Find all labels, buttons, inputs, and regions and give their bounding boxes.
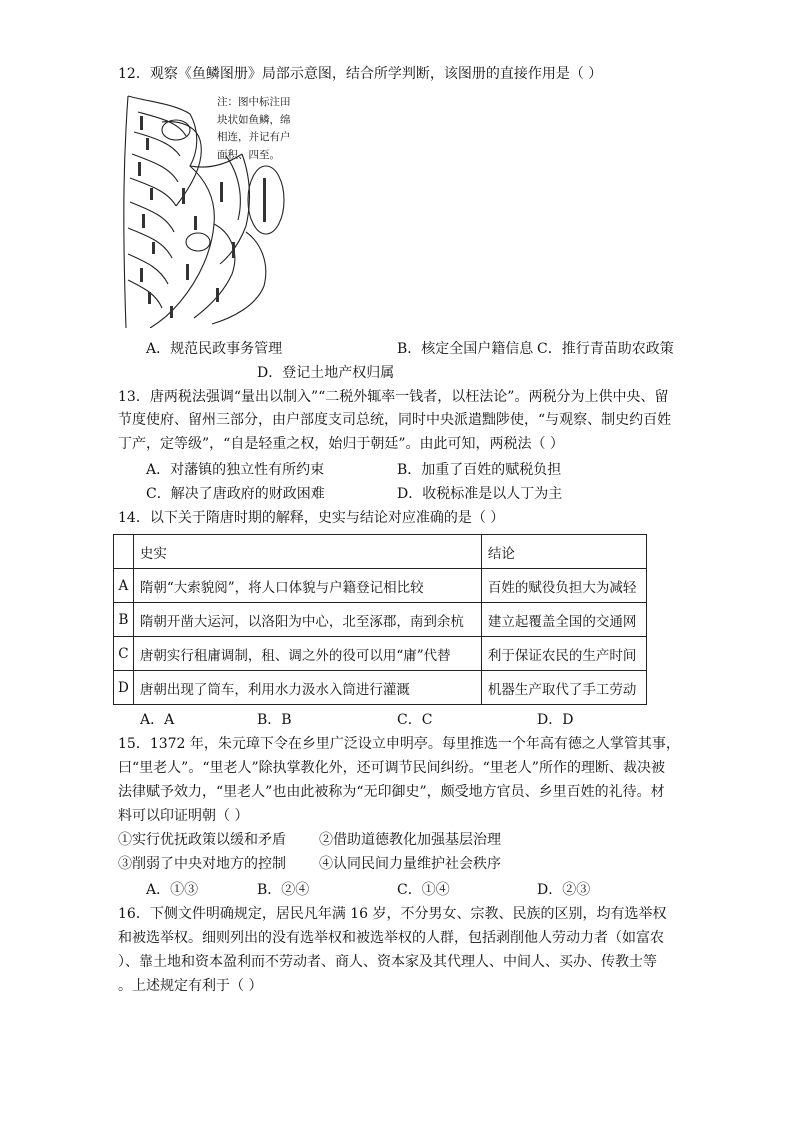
table-cell: 百姓的赋役负担大为减轻 <box>481 569 646 603</box>
q15-statement-1: ①实行优抚政策以缓和矛盾 <box>118 832 286 848</box>
q12-option-c[interactable]: C．推行青苗助农政策 <box>537 341 674 357</box>
q13-option-c[interactable]: C．解决了唐政府的财政困难 <box>146 486 325 502</box>
q15-option-d[interactable]: D．②③ <box>537 882 591 898</box>
q16-stem-line: 和被选举权。细则列出的没有选举权和被选举权的人群，包括剥削他人劳动力者（如富农 <box>118 930 664 946</box>
table-cell: 隋朝“大索貌阅”，将人口体貌与户籍登记相比较 <box>133 569 481 603</box>
q13-stem-line: 丁产，定等级”，“自是轻重之权，始归于朝廷”。由此可知，两税法（ ） <box>118 436 564 452</box>
map-annotation <box>217 94 291 164</box>
q12-stem: 12．观察《鱼鳞图册》局部示意图，结合所学判断，该图册的直接作用是（ ） <box>118 66 603 82</box>
table-row <box>114 603 647 637</box>
q15-statement-4: ④认同民间力量维护社会秩序 <box>319 856 501 872</box>
q16-stem-line: ）、靠土地和资本盈利而不劳动者、商人、资本家及其代理人、中间人、买办、传教士等 <box>118 954 657 970</box>
q15-stem-line: 曰“里老人”。“里老人”除执掌教化外，还可调节民间纠纷。“里老人”所作的理断、裁决被 <box>118 760 665 776</box>
q15-option-a[interactable]: A．①③ <box>146 882 199 898</box>
table-cell: 机器生产取代了手工劳动 <box>481 671 646 705</box>
table-cell: 唐朝实行租庸调制，租、调之外的役可以用“庸”代替 <box>133 637 481 671</box>
table-cell: 利于保证农民的生产时间 <box>481 637 646 671</box>
q14-option-d[interactable]: D．D <box>537 712 574 728</box>
table-header-row <box>114 535 647 569</box>
table-cell: A <box>114 569 134 603</box>
q13-option-d[interactable]: D．收税标准是以人丁为主 <box>397 486 563 502</box>
q12-option-a[interactable]: A．规范民政事务管理 <box>146 341 283 357</box>
table-cell: B <box>114 603 134 637</box>
q14-option-b[interactable]: B．B <box>257 712 292 728</box>
q15-option-c[interactable]: C．①④ <box>397 882 450 898</box>
table-cell: 建立起覆盖全国的交通网 <box>481 603 646 637</box>
q12-option-b[interactable]: B．核定全国户籍信息 <box>397 341 534 357</box>
table-row <box>114 671 647 705</box>
map-annotation-line: 块状如鱼鳞，绵 <box>217 113 291 126</box>
table-cell: D <box>114 671 134 705</box>
q14-stem: 14．以下关于隋唐时期的解释，史实与结论对应准确的是（ ） <box>118 510 505 526</box>
table-row <box>114 569 647 603</box>
map-annotation-line: 相连，并记有户 <box>217 131 291 143</box>
q13-option-a[interactable]: A．对藩镇的独立性有所约束 <box>146 462 325 478</box>
table-header-cell <box>114 535 134 569</box>
q13-stem-line: 节度使府、留州三部分，由户部度支司总统，同时中央派遣黜陟使，“与观察、制史约百姓 <box>118 412 672 428</box>
q16-stem-line: 16．下侧文件明确规定，居民凡年满 16 岁，不分男女、宗教、民族的区别，均有选举权 <box>118 906 667 922</box>
table-header-cell: 史实 <box>133 535 481 569</box>
q15-stem-line: 料可以印证明朝（ ） <box>118 808 249 824</box>
table-cell: 唐朝出现了筒车，利用水力汲水入筒进行灌溉 <box>133 671 481 705</box>
q13-stem-line: 13．唐两税法强调“量出以制入”“二税外辄率一钱者，以枉法论”。两税分为上供中央、留 <box>118 389 669 405</box>
q13-option-b[interactable]: B．加重了百姓的赋税负担 <box>397 462 562 478</box>
q15-option-b[interactable]: B．②④ <box>257 882 310 898</box>
table-cell: C <box>114 637 134 671</box>
q15-statement-2: ②借助道德教化加强基层治理 <box>319 832 501 848</box>
q12-option-d[interactable]: D．登记土地产权归属 <box>257 365 395 381</box>
map-annotation-line: 注：图中标注田 <box>217 96 291 108</box>
table-header-cell: 结论 <box>481 535 646 569</box>
q15-stem-line: 15．1372 年，朱元璋下令在乡里广泛设立申明亭。每里推选一个年高有德之人掌管其事， <box>118 736 680 752</box>
q14-option-c[interactable]: C．C <box>397 712 433 728</box>
map-annotation-line: 面积、四至。 <box>217 148 280 161</box>
q14-option-a[interactable]: A．A <box>140 712 175 728</box>
table-row <box>114 637 647 671</box>
q16-stem-line: 。上述规定有利于（ ） <box>118 978 263 994</box>
q15-statement-3: ③削弱了中央对地方的控制 <box>118 856 286 872</box>
table-cell: 隋朝开凿大运河，以洛阳为中心，北至涿郡，南到余杭 <box>133 603 481 637</box>
q14-table <box>113 534 647 705</box>
q15-stem-line: 法律赋予效力，“里老人”也由此被称为“无印御史”，颇受地方官员、乡里百姓的礼待。材 <box>118 784 665 800</box>
